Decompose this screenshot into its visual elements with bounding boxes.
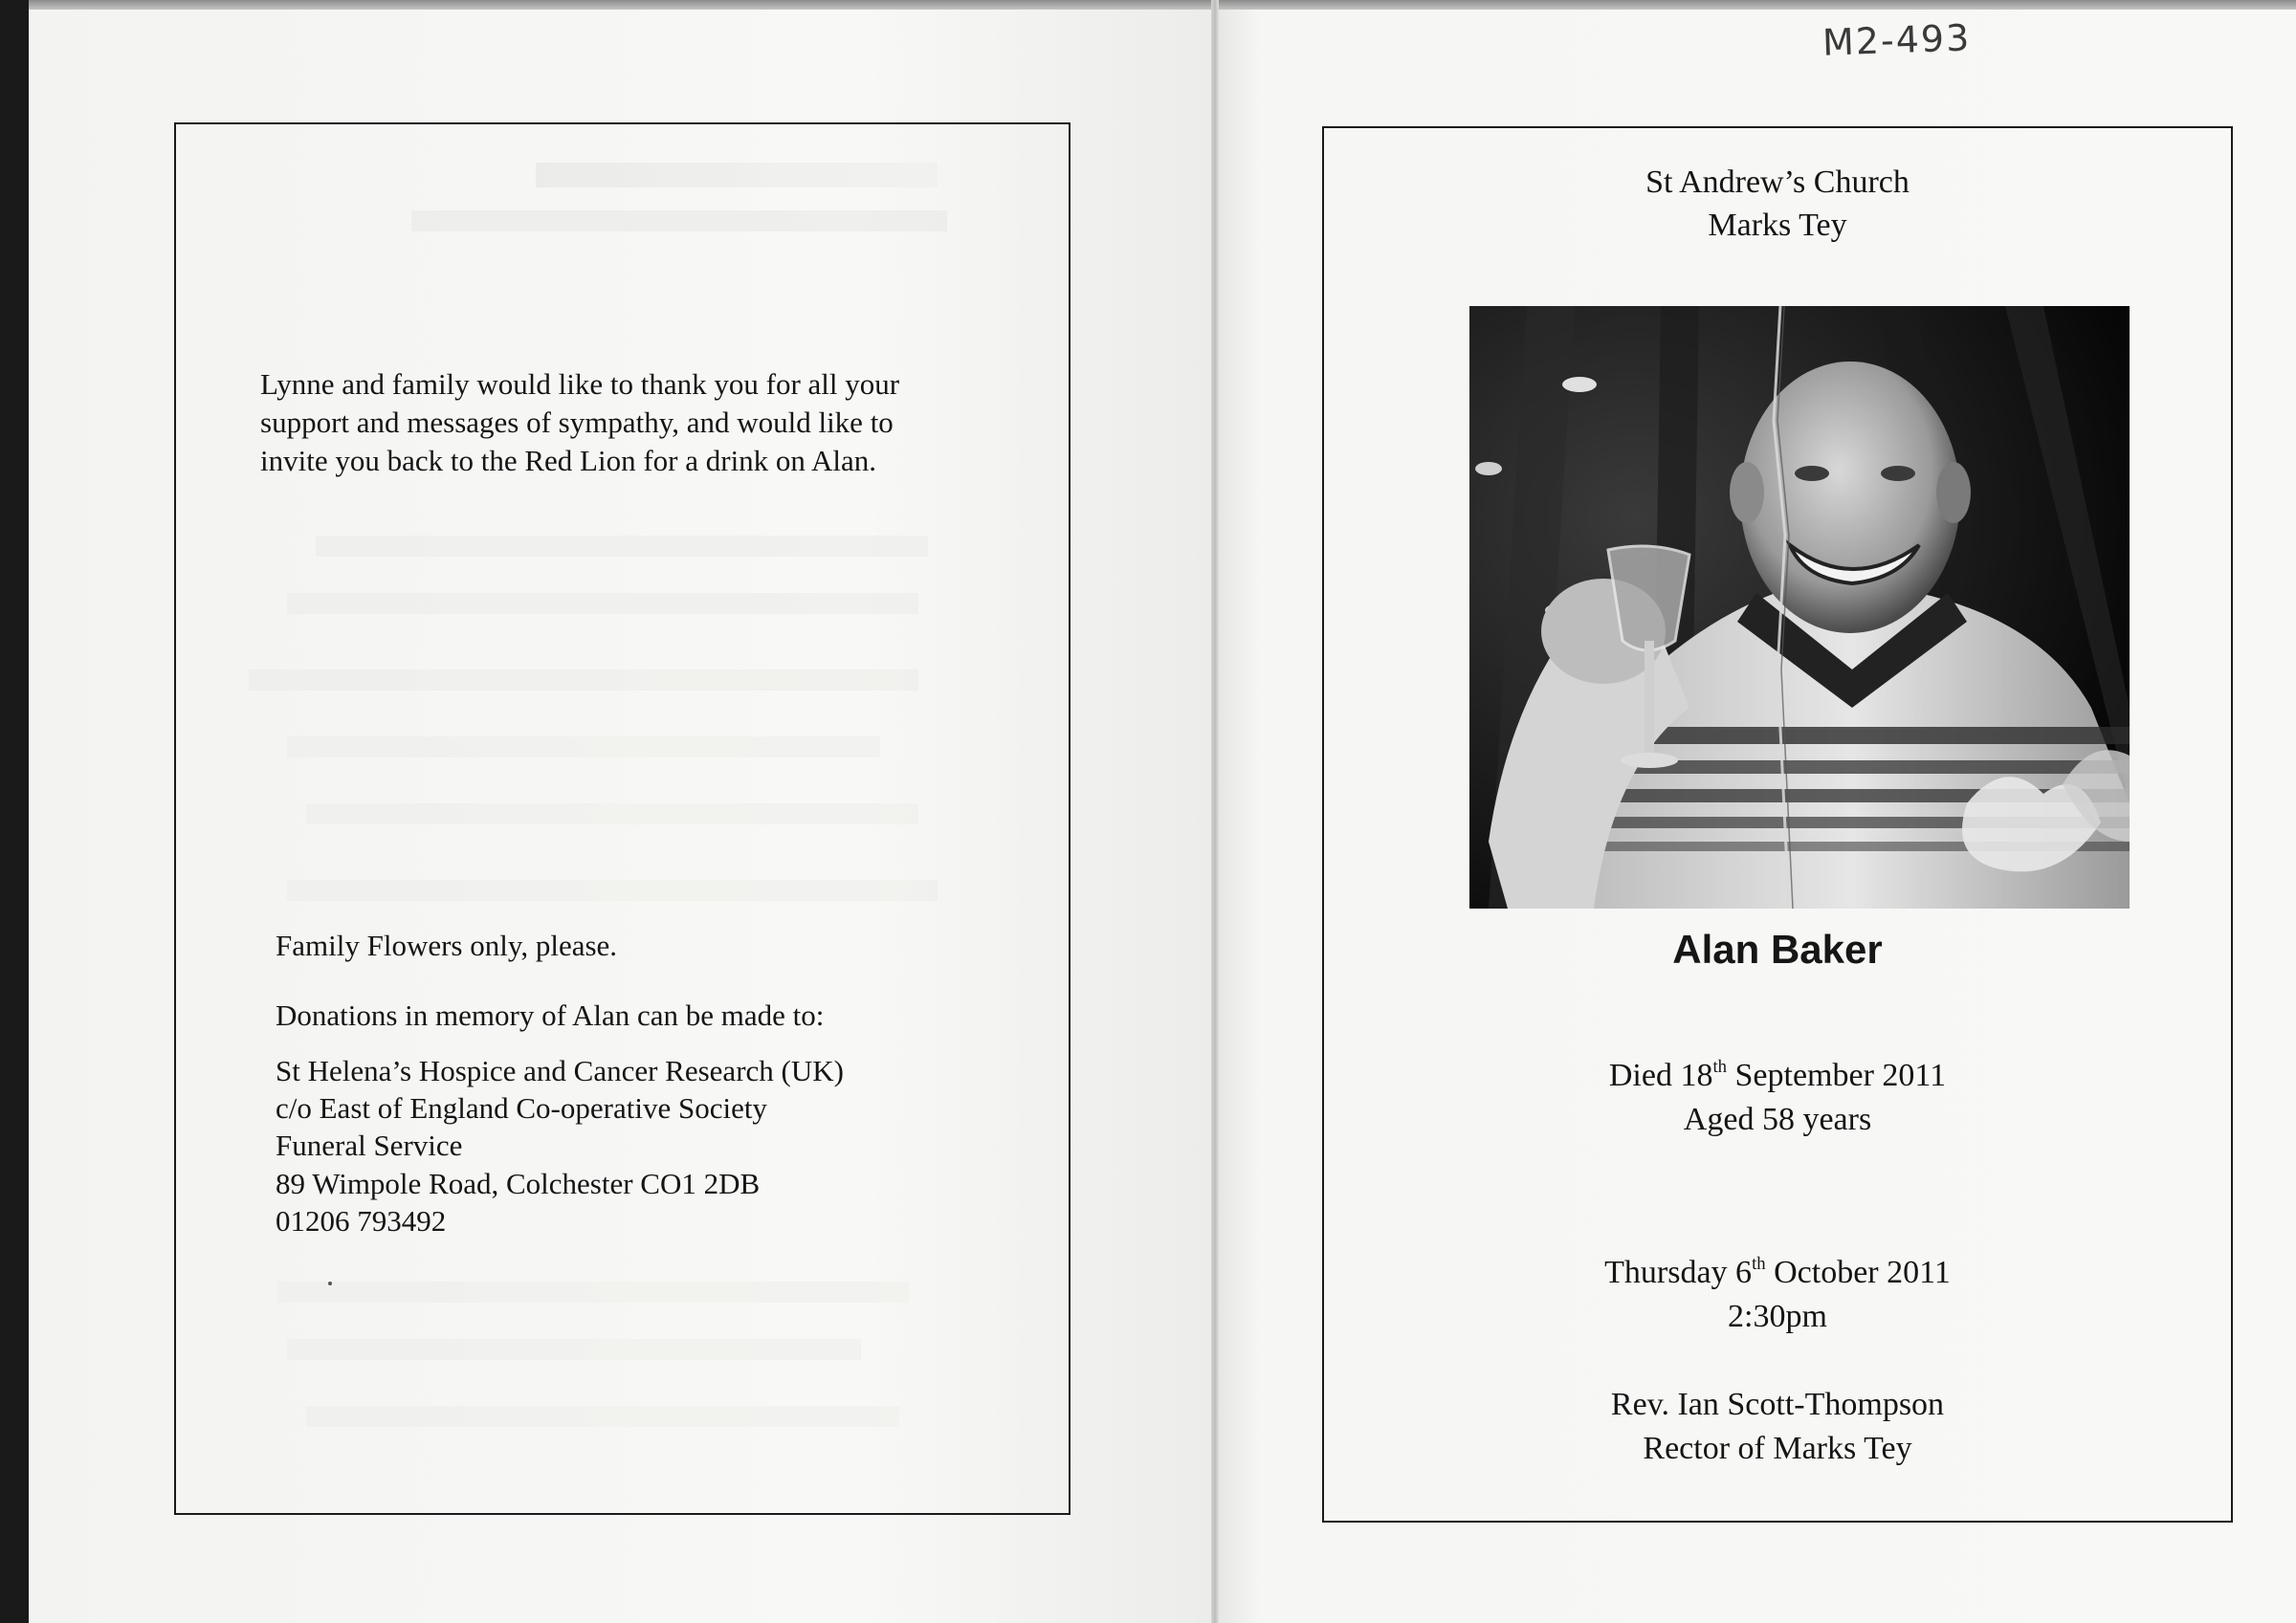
portrait-photo bbox=[1469, 306, 2130, 909]
donation-address-line-2: c/o East of England Co-operative Society bbox=[276, 1091, 767, 1125]
donation-phone: 01206 793492 bbox=[276, 1204, 447, 1238]
donations-intro: Donations in memory of Alan can be made to: bbox=[276, 998, 825, 1032]
donation-address-line-1: St Helena’s Hospice and Cancer Research (UK) bbox=[276, 1054, 844, 1087]
thank-you-line-3: invite you back to the Red Lion for a drink on Alan. bbox=[260, 444, 876, 477]
officiant-role: Rector of Marks Tey bbox=[1643, 1431, 1912, 1466]
thank-you-line-2: support and messages of sympathy, and would like to bbox=[260, 406, 894, 439]
deceased-name: Alan Baker bbox=[1672, 927, 1883, 972]
date-of-death: Died 18th September 2011 bbox=[1608, 1056, 1947, 1093]
donation-address-line-4: 89 Wimpole Road, Colchester CO1 2DB bbox=[276, 1167, 761, 1200]
left-page-border bbox=[174, 122, 1071, 1515]
church-name: St Andrew’s Church bbox=[1645, 164, 1910, 200]
flowers-note: Family Flowers only, please. bbox=[276, 929, 618, 962]
thank-you-line-1: Lynne and family would like to thank you for all your bbox=[260, 367, 900, 401]
church-location: Marks Tey bbox=[1708, 208, 1847, 243]
service-date: Thursday 6th October 2011 bbox=[1604, 1253, 1951, 1290]
stray-mark bbox=[328, 1282, 332, 1285]
age: Aged 58 years bbox=[1683, 1102, 1872, 1137]
scan-edge-left bbox=[0, 0, 29, 1623]
page-fold bbox=[1211, 0, 1219, 1623]
service-time: 2:30pm bbox=[1728, 1299, 1827, 1334]
officiant-name: Rev. Ian Scott-Thompson bbox=[1610, 1387, 1945, 1422]
archive-reference: M2-493 bbox=[1821, 16, 1972, 64]
donation-address-line-3: Funeral Service bbox=[276, 1129, 463, 1162]
